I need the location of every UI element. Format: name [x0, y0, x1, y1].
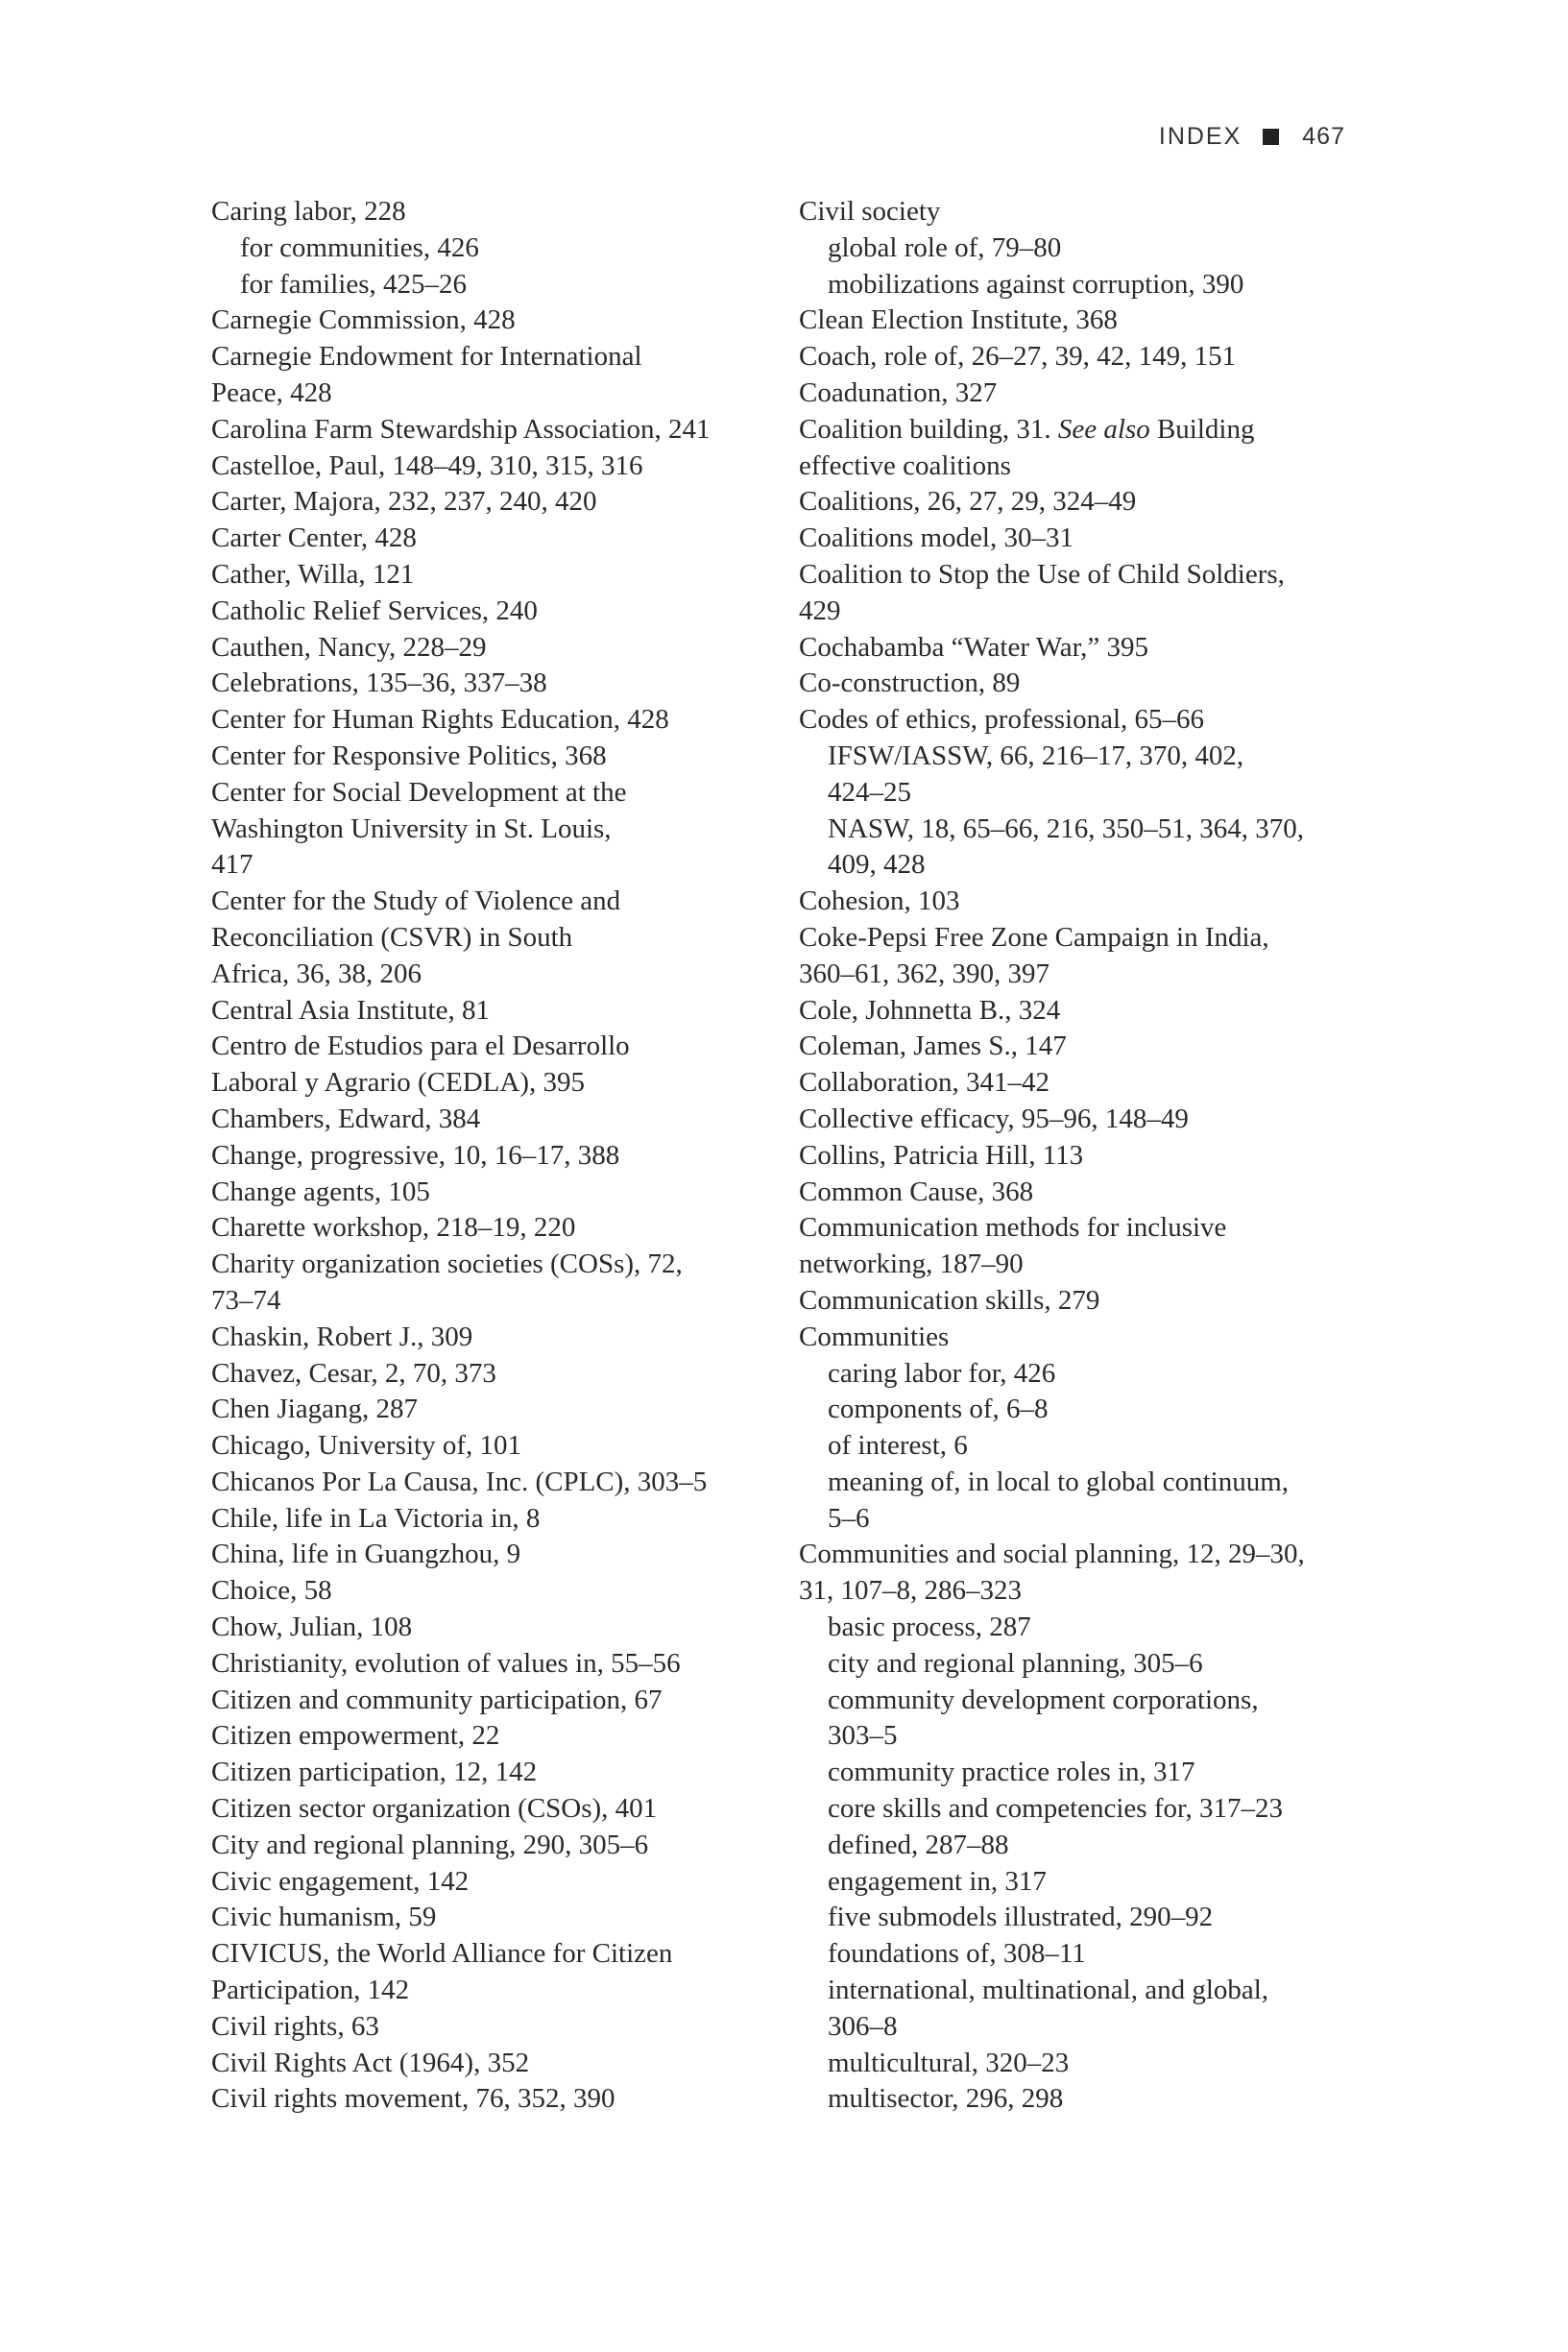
index-subentry: [211, 267, 768, 303]
index-entry-line: components of, 6–8: [828, 1394, 1049, 1425]
index-entry: [211, 303, 768, 339]
index-entry-line: 417: [211, 849, 253, 881]
index-entry-line: Coalitions, 26, 27, 29, 324–49: [799, 486, 1137, 518]
index-entry: [211, 1029, 768, 1102]
index-entry: [211, 594, 768, 630]
index-entry-line: Centro de Estudios para el Desarrollo: [211, 1031, 630, 1062]
index-entry-line: international, multinational, and global,: [828, 1975, 1269, 2006]
index-entry-line: Africa, 36, 38, 206: [211, 958, 422, 989]
index-entry-line: foundations of, 308–11: [828, 1938, 1086, 1970]
index-entry-line: meaning of, in local to global continuum,: [828, 1466, 1290, 1497]
index-entry-line: Coach, role of, 26–27, 39, 42, 149, 151: [799, 341, 1237, 373]
index-entry: [211, 1537, 768, 1573]
index-entry: [799, 376, 1375, 412]
index-entry-line: 5–6: [828, 1502, 870, 1534]
index-subentry: [799, 1465, 1375, 1538]
index-column-right: [799, 194, 1375, 2118]
index-subentry: [799, 1356, 1375, 1393]
index-entry-line: Civil Rights Act (1964), 352: [211, 2047, 530, 2078]
index-entry: [211, 1210, 768, 1247]
index-entry: [799, 194, 1375, 230]
index-entry: [211, 1864, 768, 1901]
index-entry-line: Chavez, Cesar, 2, 70, 373: [211, 1357, 496, 1389]
index-subentry: [799, 739, 1375, 812]
index-entry: [211, 1175, 768, 1211]
index-entry: [211, 630, 768, 667]
index-entry: [799, 1175, 1375, 1211]
index-entry-line: basic process, 287: [828, 1612, 1031, 1643]
index-entry-line: caring labor for, 426: [828, 1357, 1056, 1389]
index-entry-line: global role of, 79–80: [828, 231, 1062, 263]
index-entry-line: Cauthen, Nancy, 228–29: [211, 631, 487, 663]
index-entry-line: five submodels illustrated, 290–92: [828, 1902, 1214, 1933]
index-entry-line: City and regional planning, 290, 305–6: [211, 1829, 649, 1860]
index-subentry: [799, 1646, 1375, 1683]
index-entry: [211, 1247, 768, 1320]
index-entry-line: Cochabamba “Water War,” 395: [799, 631, 1149, 663]
index-subentry: [799, 2081, 1375, 2118]
index-entry-line: networking, 187–90: [799, 1249, 1024, 1280]
index-entry: [211, 1465, 768, 1501]
index-entry-line: Chen Jiagang, 287: [211, 1394, 419, 1425]
index-subentry: [799, 1392, 1375, 1428]
index-entry: [799, 993, 1375, 1030]
index-entry: [211, 1573, 768, 1610]
section-title: INDEX: [1158, 123, 1242, 150]
index-entry: [799, 339, 1375, 376]
index-entry: [211, 1900, 768, 1936]
index-entry-line: Collaboration, 341–42: [799, 1067, 1049, 1099]
index-entry: [211, 702, 768, 739]
index-entry-line: Coalition building, 31. See also Building: [799, 413, 1255, 445]
index-entry-line: Caring labor, 228: [211, 196, 406, 227]
index-entry-line: Citizen sector organization (CSOs), 401: [211, 1793, 658, 1825]
index-entry: [211, 1320, 768, 1356]
index-entry-line: Cather, Willa, 121: [211, 558, 415, 590]
index-entry: [211, 521, 768, 557]
index-entry: [211, 884, 768, 992]
index-entry-line: Catholic Relief Services, 240: [211, 594, 538, 626]
index-subentry: [211, 230, 768, 267]
index-entry: [211, 1646, 768, 1683]
index-entry-line: Chicanos Por La Causa, Inc. (CPLC), 303–5: [211, 1466, 708, 1497]
index-entry: [211, 1138, 768, 1175]
index-entry: [799, 1283, 1375, 1320]
index-entry-line: 429: [799, 594, 841, 626]
index-entry-line: Charette workshop, 218–19, 220: [211, 1212, 576, 1244]
index-entry: [211, 1501, 768, 1538]
index-entry-line: core skills and competencies for, 317–23: [828, 1793, 1283, 1825]
index-entry: [799, 1102, 1375, 1138]
index-entry-line: Celebrations, 135–36, 337–38: [211, 667, 547, 699]
index-entry-line: Charity organization societies (COSs), 72,: [211, 1249, 683, 1280]
index-entry: [799, 630, 1375, 667]
index-entry-line: Christianity, evolution of values in, 55–56: [211, 1647, 681, 1679]
index-entry-line: NASW, 18, 65–66, 216, 350–51, 364, 370,: [828, 812, 1304, 844]
index-entry-line: city and regional planning, 305–6: [828, 1647, 1203, 1679]
index-entry: [211, 993, 768, 1030]
index-entry: [211, 1428, 768, 1465]
index-entry-line: 306–8: [828, 2010, 898, 2042]
square-bullet-icon: [1263, 129, 1279, 145]
index-entry: [211, 739, 768, 775]
index-entry-line: Carter Center, 428: [211, 522, 417, 554]
index-entry-line: engagement in, 317: [828, 1865, 1047, 1897]
index-entry-line: Coalitions model, 30–31: [799, 522, 1073, 554]
index-entry: [799, 303, 1375, 339]
index-entry: [211, 1936, 768, 2009]
index-subentry: [799, 1791, 1375, 1828]
index-entry-line: Civil rights, 63: [211, 2010, 379, 2042]
index-entry: [211, 1102, 768, 1138]
index-entry-line: Co-construction, 89: [799, 667, 1021, 699]
index-subentry: [799, 1828, 1375, 1864]
index-entry: [211, 2046, 768, 2082]
index-subentry: [799, 1610, 1375, 1646]
index-entry-line: Citizen empowerment, 22: [211, 1720, 500, 1752]
index-entry-line: mobilizations against corruption, 390: [828, 268, 1244, 300]
index-entry: [211, 2081, 768, 2118]
index-entry-line: Chicago, University of, 101: [211, 1430, 521, 1462]
index-entry-line: multisector, 296, 298: [828, 2083, 1064, 2115]
index-subentry: [799, 267, 1375, 303]
index-entry: [799, 1029, 1375, 1065]
index-entry-line: Communities: [799, 1321, 950, 1352]
index-entry-line: multicultural, 320–23: [828, 2047, 1070, 2078]
index-entry: [211, 449, 768, 485]
index-entry-line: Carnegie Commission, 428: [211, 304, 516, 336]
index-entry-line: Chambers, Edward, 384: [211, 1103, 481, 1134]
index-entry-line: Communities and social planning, 12, 29–30,: [799, 1539, 1305, 1570]
index-subentry: [799, 1900, 1375, 1936]
index-entry: [799, 1537, 1375, 1610]
index-entry-line: 31, 107–8, 286–323: [799, 1575, 1022, 1607]
index-entry-line: Chile, life in La Victoria in, 8: [211, 1502, 541, 1534]
index-entry-line: Participation, 142: [211, 1975, 410, 2006]
index-entry-line: Center for Human Rights Education, 428: [211, 704, 669, 736]
index-entry-line: 409, 428: [828, 849, 926, 881]
index-entry: [799, 666, 1375, 702]
index-entry-line: 73–74: [211, 1284, 281, 1316]
index-entry: [211, 1356, 768, 1393]
index-entry-line: 303–5: [828, 1720, 898, 1752]
index-entry: [799, 702, 1375, 739]
index-entry-line: CIVICUS, the World Alliance for Citizen: [211, 1938, 673, 1970]
index-entry-line: Communication skills, 279: [799, 1284, 1100, 1316]
index-subentry: [799, 1755, 1375, 1791]
index-entry-line: community practice roles in, 317: [828, 1757, 1195, 1788]
index-subentry: [799, 812, 1375, 885]
index-entry-line: Change, progressive, 10, 16–17, 388: [211, 1139, 620, 1171]
index-entry: [211, 412, 768, 449]
index-entry: [211, 484, 768, 521]
index-entry-line: of interest, 6: [828, 1430, 968, 1462]
index-entry-line: China, life in Guangzhou, 9: [211, 1539, 521, 1570]
index-entry-line: 360–61, 362, 390, 397: [799, 958, 1049, 989]
index-entry-line: Coke-Pepsi Free Zone Campaign in India,: [799, 921, 1269, 953]
index-entry-line: Coalition to Stop the Use of Child Soldiers,: [799, 558, 1285, 590]
index-entry-line: Codes of ethics, professional, 65–66: [799, 704, 1205, 736]
index-subentry: [799, 1428, 1375, 1465]
page-number: 467: [1302, 123, 1345, 150]
index-entry-line: Civic engagement, 142: [211, 1865, 470, 1897]
index-entry: [211, 666, 768, 702]
index-entry-line: Washington University in St. Louis,: [211, 812, 612, 844]
index-entry-line: Chow, Julian, 108: [211, 1612, 413, 1643]
index-entry: [211, 1791, 768, 1828]
index-entry-line: Center for the Study of Violence and: [211, 885, 621, 917]
index-subentry: [799, 1864, 1375, 1901]
index-entry-line: Collective efficacy, 95–96, 148–49: [799, 1103, 1189, 1134]
index-entry-line: Collins, Patricia Hill, 113: [799, 1139, 1084, 1171]
index-entry-line: Carnegie Endowment for International: [211, 341, 642, 373]
index-entry-line: Peace, 428: [211, 376, 332, 408]
index-entry: [799, 1065, 1375, 1102]
index-entry: [799, 1210, 1375, 1283]
index-entry-line: Civic humanism, 59: [211, 1902, 437, 1933]
index-entry: [799, 884, 1375, 920]
index-entry-line: 424–25: [828, 776, 911, 808]
index-entry-line: Coleman, James S., 147: [799, 1031, 1067, 1062]
index-entry: [211, 194, 768, 230]
index-entry: [211, 1683, 768, 1719]
index-entry: [799, 1320, 1375, 1356]
index-entry-line: Carter, Majora, 232, 237, 240, 420: [211, 486, 597, 518]
index-entry-line: Reconciliation (CSVR) in South: [211, 921, 573, 953]
index-entry-line: Center for Responsive Politics, 368: [211, 740, 607, 771]
index-entry-line: IFSW/IASSW, 66, 216–17, 370, 402,: [828, 740, 1244, 771]
index-entry-line: Chaskin, Robert J., 309: [211, 1321, 473, 1352]
see-also-reference: See also: [1057, 413, 1150, 445]
index-entry: [211, 2009, 768, 2046]
index-entry: [211, 339, 768, 412]
index-entry-line: Castelloe, Paul, 148–49, 310, 315, 316: [211, 449, 643, 481]
index-subentry: [799, 2046, 1375, 2082]
index-subentry: [799, 1973, 1375, 2046]
index-entry: [211, 1610, 768, 1646]
index-entry-line: Laboral y Agrario (CEDLA), 395: [211, 1067, 585, 1099]
index-entry-line: for communities, 426: [240, 231, 479, 263]
index-entry-line: Cohesion, 103: [799, 885, 960, 917]
index-entry: [211, 1718, 768, 1755]
index-entry-line: defined, 287–88: [828, 1829, 1009, 1860]
index-entry-line: Cole, Johnnetta B., 324: [799, 994, 1061, 1026]
index-entry-line: Coadunation, 327: [799, 376, 998, 408]
index-entry-line: Communication methods for inclusive: [799, 1212, 1227, 1244]
index-entry-line: Center for Social Development at the: [211, 776, 627, 808]
index-entry-line: Citizen and community participation, 67: [211, 1684, 663, 1715]
index-entry-line: Clean Election Institute, 368: [799, 304, 1118, 336]
index-entry-line: for families, 425–26: [240, 268, 467, 300]
index-column-left: [211, 194, 768, 2118]
index-entry: [211, 775, 768, 884]
index-entry-line: Civil rights movement, 76, 352, 390: [211, 2083, 615, 2115]
index-subentry: [799, 230, 1375, 267]
index-subentry: [799, 1936, 1375, 1973]
index-entry-line: Civil society: [799, 196, 941, 227]
index-entry-line: Citizen participation, 12, 142: [211, 1757, 538, 1788]
index-entry: [211, 1828, 768, 1864]
index-entry: [799, 484, 1375, 521]
running-header: [1159, 123, 1345, 151]
index-entry-line: Carolina Farm Stewardship Association, 241: [211, 413, 711, 445]
index-entry: [211, 557, 768, 594]
index-entry: [799, 521, 1375, 557]
index-entry-line: community development corporations,: [828, 1684, 1259, 1715]
index-entry: [799, 920, 1375, 993]
index-entry-line: Choice, 58: [211, 1575, 332, 1607]
index-entry: [799, 412, 1375, 485]
index-entry-line: effective coalitions: [799, 449, 1011, 481]
index-entry: [211, 1392, 768, 1428]
index-entry: [799, 557, 1375, 630]
index-entry: [799, 1138, 1375, 1175]
index-entry-line: Common Cause, 368: [799, 1176, 1034, 1207]
index-entry: [211, 1755, 768, 1791]
index-subentry: [799, 1683, 1375, 1756]
index-entry-line: Change agents, 105: [211, 1176, 430, 1207]
index-entry-line: Central Asia Institute, 81: [211, 994, 490, 1026]
